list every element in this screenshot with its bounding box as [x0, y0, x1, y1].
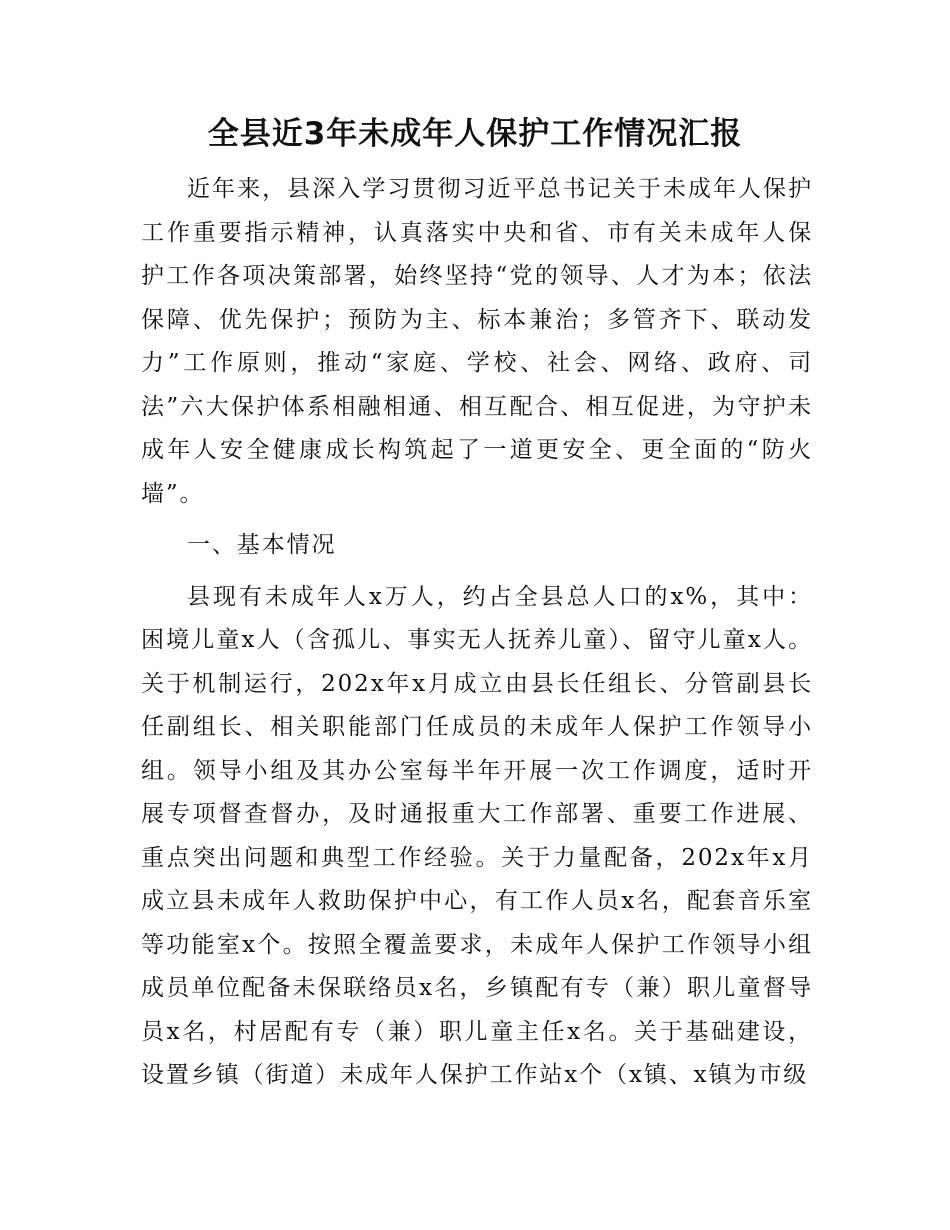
document-title: 全县近3年未成年人保护工作情况汇报	[207, 116, 743, 152]
intro-paragraph: 近年来，县深入学习贯彻习近平总书记关于未成年人保护工作重要指示精神，认真落实中央和省、市有关未成年人保护工作各项决策部署，始终坚持“党的领导、人才为本；依法保障、优先保护；预防为主、标本兼治；多管齐下、联动发力”工作原则，推动“家庭、学校、社会、网络、政府、司法”六大保护体系相融相通、相互配合、相互促进，为守护未成年人安全健康成长构筑起了一道更安全、更全面的“防火墙”。	[141, 176, 813, 507]
document-body	[141, 168, 813, 1098]
basic-situation-paragraph: 县现有未成年人x万人，约占全县总人口的x%，其中：困境儿童x人（含孤儿、事实无人抚养儿童）、留守儿童x人。关于机制运行，202x年x月成立由县长任组长、分管副县长任副组长、相关职能部门任成员的未成年人保护工作领导小组。领导小组及其办公室每半年开展一次工作调度，适时开展专项督查督办，及时通报重大工作部署、重要工作进展、重点突出问题和典型工作经验。关于力量配备，202x年x月成立县未成年人救助保护中心，有工作人员x名，配套音乐室等功能室x个。按照全覆盖要求，未成年人保护工作领导小组成员单位配备未保联络员x名，乡镇配有专（兼）职儿童督导员x名，村居配有专（兼）职儿童主任x名。关于基础建设，设置乡镇（街道）未成年人保护工作站x个（x镇、x镇为市级	[141, 583, 813, 1088]
section-heading: 一、基本情况	[187, 532, 337, 558]
